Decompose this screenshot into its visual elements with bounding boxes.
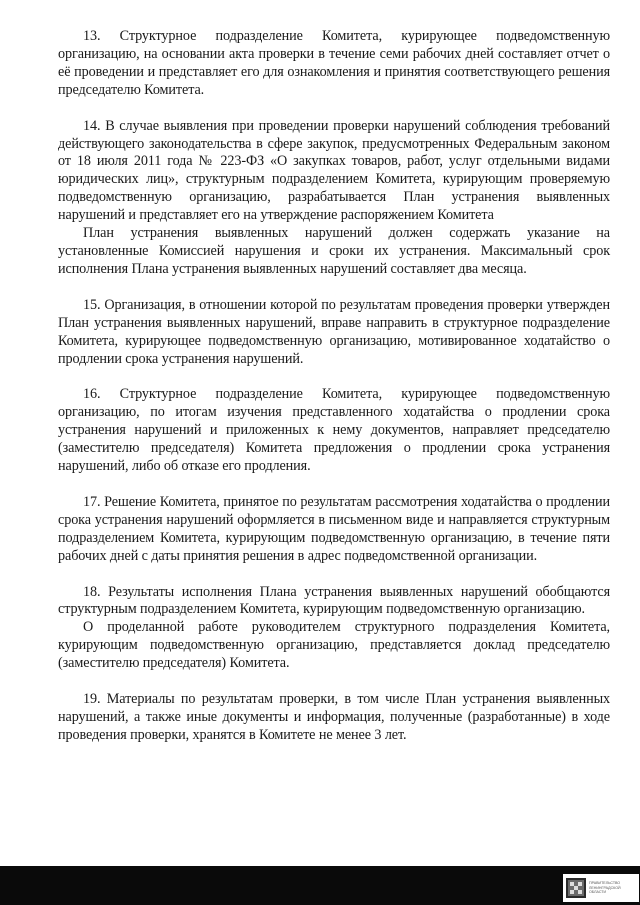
stamp-text: ПРАВИТЕЛЬСТВО ЛЕНИНГРАДСКОЙ ОБЛАСТИ — [589, 881, 621, 895]
document-body — [58, 28, 610, 745]
paragraph-16: 16. Структурное подразделение Комитета, курирующее подведомственную организацию, по итогам изучения представленного ходатайства о продлении срока устранения нарушений и приложенных к нему документов, направляет председателю (заместителю председателя) Комитета предложения о продлении срока устранения нарушений, либо об отказе его продления. — [58, 386, 610, 475]
paragraph-18-continuation: О проделанной работе руководителем структурного подразделения Комитета, курирующим подведомственную организацию, представляется доклад председателю (заместителю председателя) Комитета. — [58, 619, 610, 672]
paragraph-15: 15. Организация, в отношении которой по результатам проведения проверки утвержден План устранения выявленных нарушений, вправе направить в структурное подразделение Комитета, курирующее подведомственную организацию, мотивированное ходатайство о продлении срока устранения нарушений. — [58, 296, 610, 367]
government-emblem-icon — [566, 878, 586, 898]
paragraph-13: 13. Структурное подразделение Комитета, курирующее подведомственную организацию, на основании акта проверки в течение семи рабочих дней составляет отчет о её проведении и представляет его для ознакомления и принятия соответствующего решения председателю Комитета. — [58, 28, 610, 98]
paragraph-14: 14. В случае выявления при проведении проверки нарушений соблюдения требований действующего законодательства в сфере закупок, предусмотренных Федеральным законом от 18 июля 2011 года № 223-ФЗ «О закупках товаров, работ, услуг отдельными видами юридических лиц», структурным подразделением Комитета, курирующим проверяемую подведомственную организацию, разрабатывается План устранения выявленных нарушений и представляет его на утверждение распоряжением Комитета — [58, 117, 610, 224]
paragraph-18: 18. Результаты исполнения Плана устранения выявленных нарушений обобщаются структурным подразделением Комитета, курирующим подведомственную организацию. — [58, 583, 610, 618]
paragraph-14-continuation: План устранения выявленных нарушений должен содержать указание на установленные Комиссией нарушения и сроки их устранения. Максимальный срок исполнения Плана устранения выявленных нарушений составляет два месяца. — [58, 225, 610, 277]
footer-stamp — [563, 874, 639, 902]
scan-bottom-band — [0, 866, 640, 905]
paragraph-17: 17. Решение Комитета, принятое по результатам рассмотрения ходатайства о продлении срока устранения нарушений оформляется в письменном виде и направляется структурным подразделением Комитета, курирующим подведомственную организацию, в течение пяти рабочих дней с даты принятия решения в адрес подведомственной организации. — [58, 493, 610, 564]
paragraph-19: 19. Материалы по результатам проверки, в том числе План устранения выявленных нарушений, а также иные документы и информация, полученные (разработанные) в ходе проведения проверки, хранятся в Комитете не менее 3 лет. — [58, 691, 610, 743]
